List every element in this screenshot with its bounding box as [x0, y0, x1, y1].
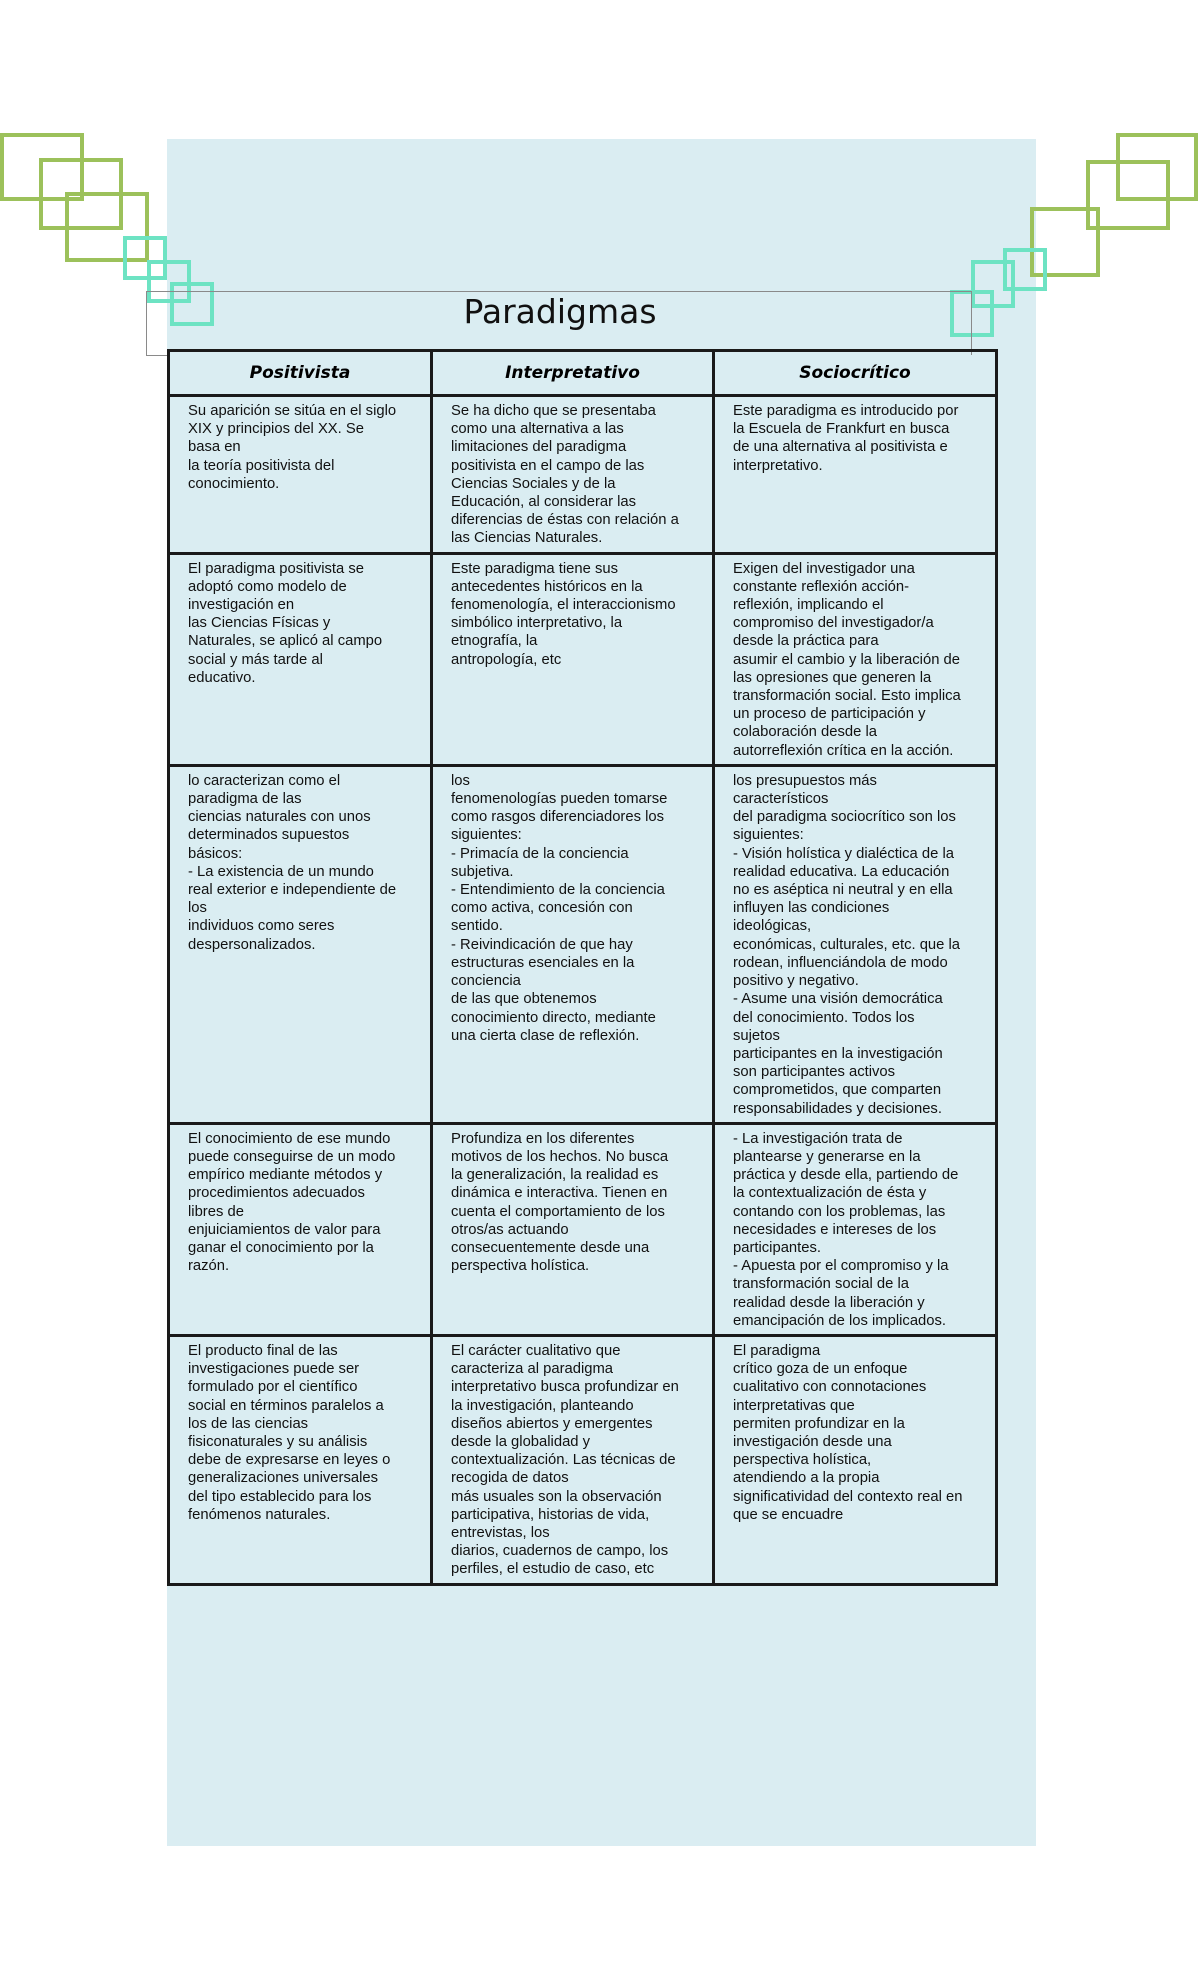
- table-cell: El carácter cualitativo que caracteriza al paradigma interpretativo busca profundizar en la investigación, planteando diseños abiertos y emergentes desde la globalidad y contextualización. Las técnicas de recogida de datos más usuales son la observación participativa, historias de vida, entrevistas, los diarios, cuadernos de campo, los perfiles, el estudio de caso, etc: [432, 1335, 714, 1584]
- table-cell: El conocimiento de ese mundo puede conseguirse de un modo empírico mediante métodos y procedimientos adecuados libres de enjuiciamientos de valor para ganar el conocimiento por la razón.: [169, 1123, 432, 1335]
- table-cell: lo caracterizan como el paradigma de las ciencias naturales con unos determinados supuestos básicos: - La existencia de un mundo real exterior e independiente de los individuos como seres despersonalizados.: [169, 765, 432, 1123]
- column-header-sociocritico: Sociocrítico: [714, 351, 997, 396]
- title-frame-line: [971, 291, 972, 355]
- title-frame-line: [146, 355, 168, 356]
- table-cell: Se ha dicho que se presentaba como una alternativa a las limitaciones del paradigma positivista en el campo de las Ciencias Sociales y de la Educación, al considerar las diferencias de éstas con relación a las Ciencias Naturales.: [432, 396, 714, 554]
- table-cell: Profundiza en los diferentes motivos de los hechos. No busca la generalización, la realidad es dinámica e interactiva. Tienen en cuenta el comportamiento de los otros/as actuando consecuentemente desde una perspectiva holística.: [432, 1123, 714, 1335]
- paradigms-table: [167, 349, 998, 1586]
- table-header-row: [169, 351, 997, 396]
- decorative-square: [170, 282, 214, 326]
- table-cell: Este paradigma es introducido por la Escuela de Frankfurt en busca de una alternativa al positivista e interpretativo.: [714, 396, 997, 554]
- table-cell: Este paradigma tiene sus antecedentes históricos en la fenomenología, el interaccionismo simbólico interpretativo, la etnografía, la antropología, etc: [432, 553, 714, 765]
- table-cell: los presupuestos más característicos del paradigma sociocrítico son los siguientes: - Visión holística y dialéctica de la realidad educativa. La educación no es aséptica ni neutral y en ella influyen las condiciones ideológicas, económicas, culturales, etc. que la rodean, influenciándola de modo positivo y negativo. - Asume una visión democrática del conocimiento. Todos los sujetos participantes en la investigación son participantes activos comprometidos, que comparten responsabilidades y decisiones.: [714, 765, 997, 1123]
- table-cell: los fenomenologías pueden tomarse como rasgos diferenciadores los siguientes: - Primacía de la conciencia subjetiva. - Entendimiento de la conciencia como activa, concesión con sentido. - Reivindicación de que hay estructuras esenciales en la conciencia de las que obtenemos conocimiento directo, mediante una cierta clase de reflexión.: [432, 765, 714, 1123]
- column-header-positivista: Positivista: [169, 351, 432, 396]
- table-cell: Su aparición se sitúa en el siglo XIX y principios del XX. Se basa en la teoría positivista del conocimiento.: [169, 396, 432, 554]
- table-cell: El paradigma positivista se adoptó como modelo de investigación en las Ciencias Físicas y Naturales, se aplicó al campo social y más tarde al educativo.: [169, 553, 432, 765]
- table-cell: Exigen del investigador una constante reflexión acción- reflexión, implicando el compromiso del investigador/a desde la práctica para asumir el cambio y la liberación de las opresiones que generen la transformación social. Esto implica un proceso de participación y colaboración desde la autorreflexión crítica en la acción.: [714, 553, 997, 765]
- title-frame-line: [146, 291, 147, 355]
- table-cell: El paradigma crítico goza de un enfoque cualitativo con connotaciones interpretativas que permiten profundizar en la investigación desde una perspectiva holística, atendiendo a la propia significatividad del contexto real en que se encuadre: [714, 1335, 997, 1584]
- table-row: [169, 765, 997, 1123]
- table-cell: El producto final de las investigaciones puede ser formulado por el científico social en términos paralelos a los de las ciencias fisiconaturales y su análisis debe de expresarse en leyes o generalizaciones universales del tipo establecido para los fenómenos naturales.: [169, 1335, 432, 1584]
- table-cell: - La investigación trata de plantearse y generarse en la práctica y desde ella, partiendo de la contextualización de ésta y contando con los problemas, las necesidades e intereses de los participantes. - Apuesta por el compromiso y la transformación social de la realidad desde la liberación y emancipación de los implicados.: [714, 1123, 997, 1335]
- decorative-square: [950, 290, 994, 337]
- page-title: Paradigmas: [463, 292, 657, 331]
- table-row: [169, 1123, 997, 1335]
- column-header-interpretativo: Interpretativo: [432, 351, 714, 396]
- table-row: [169, 1335, 997, 1584]
- table-row: [169, 553, 997, 765]
- table-row: [169, 396, 997, 554]
